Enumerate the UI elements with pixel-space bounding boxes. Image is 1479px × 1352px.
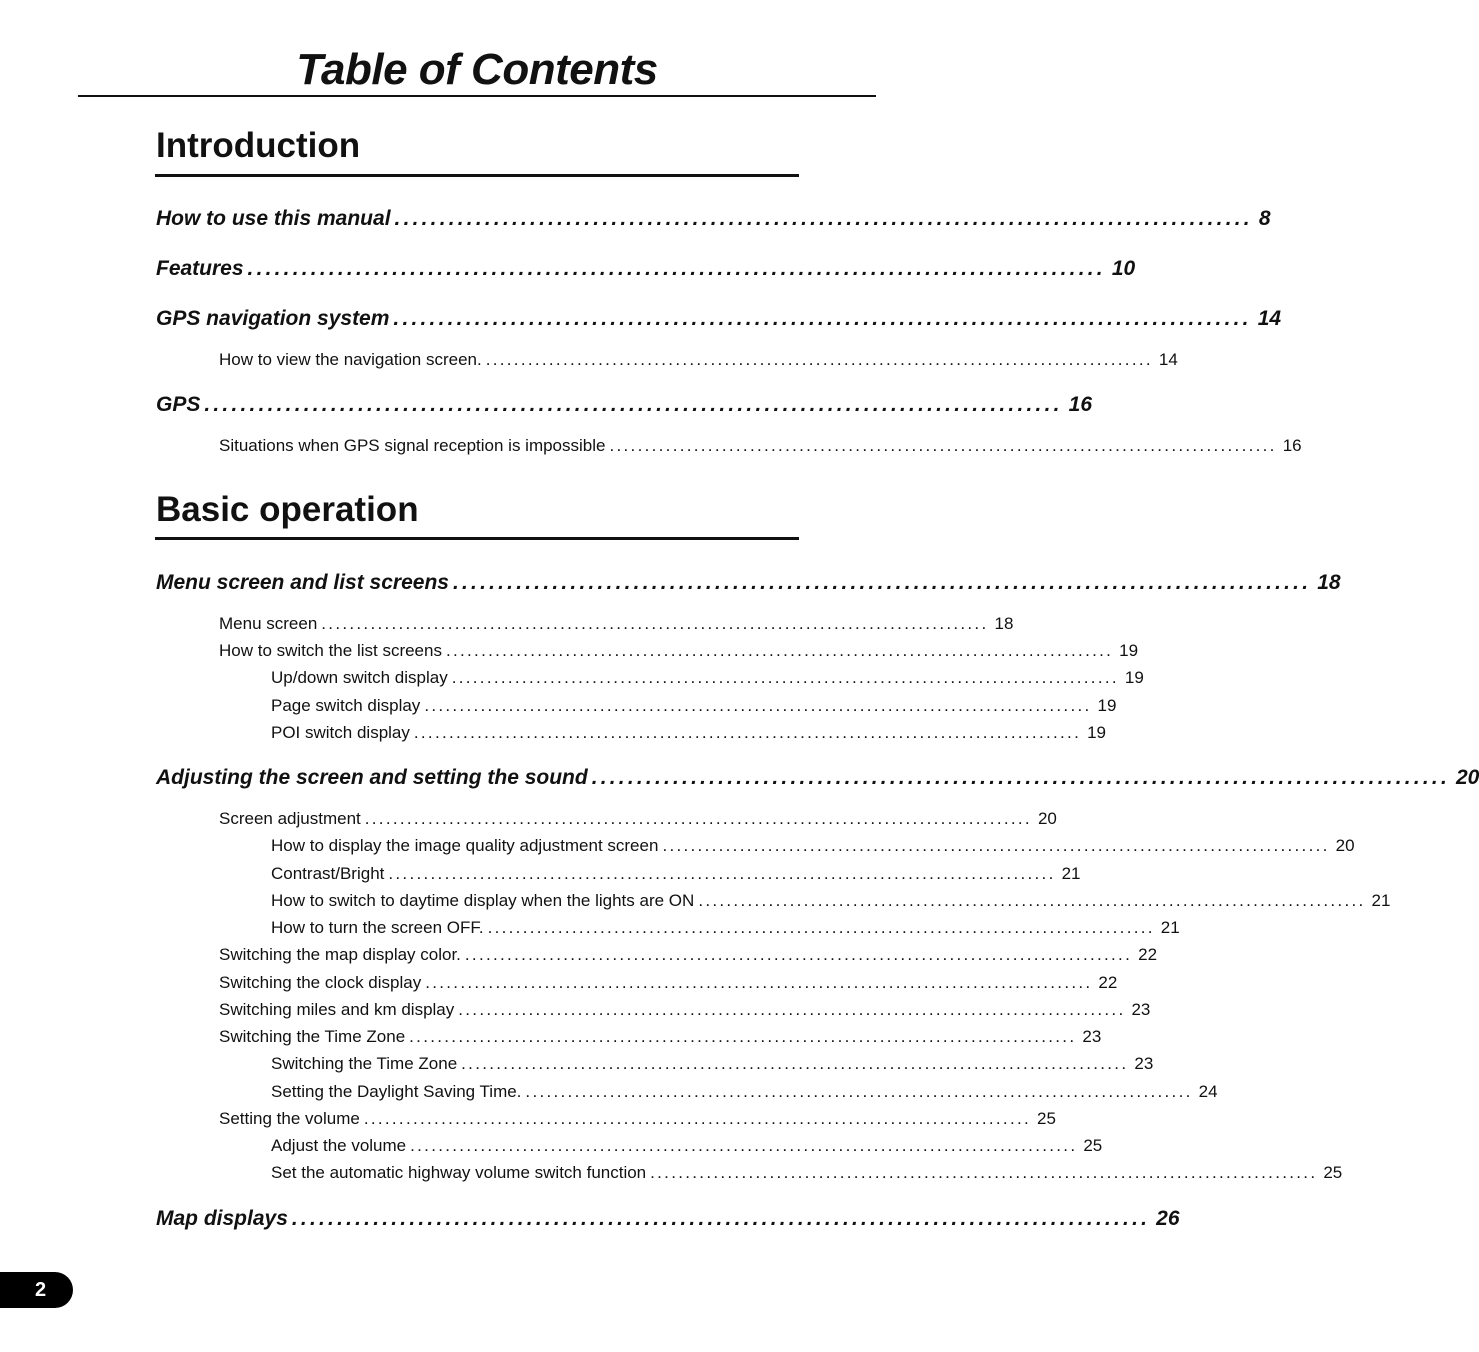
- toc-entry-title: Menu screen: [219, 614, 318, 633]
- toc-entry-page: 20: [1335, 836, 1355, 855]
- toc-subsubentry[interactable]: [271, 891, 1391, 911]
- toc-entry-title: Switching the clock display: [219, 973, 422, 992]
- page-title: Table of Contents: [296, 45, 658, 94]
- toc-entry-page: 23: [1131, 1000, 1151, 1019]
- toc-entry-page: 19: [1097, 696, 1117, 715]
- dot-leader: ...............................................................................................: [698, 891, 1366, 910]
- toc-entry-page: 16: [1282, 436, 1302, 455]
- toc-entry[interactable]: [156, 207, 1271, 231]
- toc-subsubentry[interactable]: [271, 1136, 1103, 1156]
- section-heading-basic-operation: Basic operation: [156, 490, 419, 529]
- dot-leader: ...............................................................................................: [424, 696, 1092, 715]
- toc-entry-title: How to use this manual: [156, 207, 391, 230]
- dot-leader: ...............................................................................................: [321, 614, 989, 633]
- toc-entry-title: How to switch to daytime display when the lights are ON: [271, 891, 695, 910]
- toc-entry-title: How to display the image quality adjustment screen: [271, 836, 659, 855]
- dot-leader: ...............................................................................................: [410, 1136, 1078, 1155]
- toc-subentry[interactable]: [219, 973, 1118, 993]
- toc-entry-page: 25: [1083, 1136, 1103, 1155]
- toc-entry-page: 19: [1124, 668, 1144, 687]
- dot-leader: ...............................................................................................: [461, 1054, 1129, 1073]
- dot-leader: ...............................................................................................: [247, 257, 1106, 280]
- toc-entry-page: 22: [1138, 945, 1158, 964]
- toc-subentry[interactable]: [219, 350, 1178, 370]
- toc-subsubentry[interactable]: [271, 723, 1107, 743]
- toc-entry-page: 21: [1061, 864, 1081, 883]
- dot-leader: ...............................................................................................: [452, 571, 1312, 594]
- toc-entry-page: 18: [994, 614, 1014, 633]
- toc-entry[interactable]: [156, 257, 1136, 281]
- toc-entry-title: Menu screen and list screens: [156, 571, 449, 594]
- dot-leader: ...............................................................................................: [291, 1207, 1151, 1230]
- dot-leader: ...............................................................................................: [487, 918, 1155, 937]
- toc-subentry[interactable]: [219, 641, 1139, 661]
- toc-entry-title: How to view the navigation screen.: [219, 350, 482, 369]
- toc-entry-page: 25: [1037, 1109, 1056, 1128]
- toc-entry-page: 16: [1068, 393, 1092, 416]
- toc-entry-page: 23: [1134, 1054, 1154, 1073]
- dot-leader: ...............................................................................................: [525, 1082, 1193, 1101]
- toc-entry[interactable]: [156, 571, 1341, 595]
- toc-entry-page: 19: [1119, 641, 1139, 660]
- dot-leader: ...............................................................................................: [445, 641, 1114, 660]
- toc-subsubentry[interactable]: [271, 1082, 1218, 1102]
- dot-leader: ...............................................................................................: [413, 723, 1082, 742]
- dot-leader: ...............................................................................................: [393, 307, 1252, 330]
- toc-entry-title: Setting the Daylight Saving Time.: [271, 1082, 522, 1101]
- toc-subentry[interactable]: [219, 1109, 1056, 1129]
- toc-entry-title: Contrast/Bright: [271, 864, 385, 883]
- toc-entry-page: 20: [1037, 809, 1057, 828]
- toc-entry-title: How to switch the list screens: [219, 641, 442, 660]
- toc-entry-title: GPS: [156, 393, 201, 416]
- toc-subsubentry[interactable]: [271, 1163, 1343, 1183]
- dot-leader: ...............................................................................................: [458, 1000, 1126, 1019]
- toc-subsubentry[interactable]: [271, 864, 1081, 884]
- toc-entry-title: POI switch display: [271, 723, 410, 742]
- toc-entry[interactable]: [156, 1207, 1180, 1231]
- dot-leader: ...............................................................................................: [363, 1109, 1032, 1128]
- toc-entry-title: Features: [156, 257, 244, 280]
- dot-leader: ...............................................................................................: [364, 809, 1032, 828]
- toc-entry-page: 25: [1323, 1163, 1343, 1182]
- toc-entry-page: 21: [1160, 918, 1180, 937]
- toc-subentry[interactable]: [219, 1027, 1102, 1047]
- dot-leader: ...............................................................................................: [650, 1163, 1318, 1182]
- toc-entry-page: 24: [1198, 1082, 1218, 1101]
- dot-leader: ...............................................................................................: [662, 836, 1330, 855]
- toc-entry-title: Switching miles and km display: [219, 1000, 455, 1019]
- dot-leader: ...............................................................................................: [204, 393, 1063, 416]
- dot-leader: ...............................................................................................: [451, 668, 1119, 687]
- toc-subentry[interactable]: [219, 1000, 1151, 1020]
- dot-leader: ...............................................................................................: [394, 207, 1253, 230]
- toc-entry-title: Switching the Time Zone: [219, 1027, 406, 1046]
- toc-subentry[interactable]: [219, 945, 1158, 965]
- toc-entry-title: Situations when GPS signal reception is impossible: [219, 436, 606, 455]
- toc-entry-title: Setting the volume: [219, 1109, 360, 1128]
- toc-entry[interactable]: [156, 766, 1479, 790]
- toc-entry-page: 10: [1111, 257, 1136, 280]
- toc-entry-page: 23: [1082, 1027, 1102, 1046]
- dot-leader: ...............................................................................................: [425, 973, 1093, 992]
- toc-entry-title: Up/down switch display: [271, 668, 448, 687]
- toc-subsubentry[interactable]: [271, 836, 1355, 856]
- toc-entry-title: Screen adjustment: [219, 809, 361, 828]
- section-rule: [155, 174, 799, 177]
- toc-subsubentry[interactable]: [271, 668, 1144, 688]
- toc-subentry[interactable]: [219, 809, 1057, 829]
- toc-entry-title: Switching the Time Zone: [271, 1054, 458, 1073]
- toc-entry-page: 14: [1257, 307, 1282, 330]
- toc-entry-title: Adjusting the screen and setting the sound: [156, 766, 588, 789]
- dot-leader: ...............................................................................................: [409, 1027, 1077, 1046]
- toc-entry-title: Map displays: [156, 1207, 288, 1230]
- section-rule: [155, 537, 799, 540]
- dot-leader: ...............................................................................................: [609, 436, 1277, 455]
- dot-leader: ...............................................................................................: [485, 350, 1153, 369]
- toc-entry-title: How to turn the screen OFF.: [271, 918, 484, 937]
- dot-leader: ...............................................................................................: [464, 945, 1133, 964]
- dot-leader: ...............................................................................................: [388, 864, 1056, 883]
- toc-subsubentry[interactable]: [271, 696, 1117, 716]
- toc-entry[interactable]: [156, 307, 1282, 331]
- dot-leader: ...............................................................................................: [591, 766, 1450, 789]
- toc-entry-title: Page switch display: [271, 696, 421, 715]
- toc-entry-page: 14: [1158, 350, 1178, 369]
- title-rule: [78, 95, 876, 97]
- toc-subsubentry[interactable]: [271, 1054, 1154, 1074]
- page-number: 2: [34, 1278, 47, 1301]
- toc-subentry[interactable]: [219, 614, 1014, 634]
- toc-entry-title: Set the automatic highway volume switch function: [271, 1163, 647, 1182]
- toc-entry-title: Adjust the volume: [271, 1136, 407, 1155]
- page-number-badge: [0, 1272, 73, 1308]
- toc-subentry[interactable]: [219, 436, 1302, 456]
- toc-entry-title: Switching the map display color.: [219, 945, 461, 964]
- toc-entry-page: 19: [1087, 723, 1107, 742]
- toc-entry-page: 8: [1258, 207, 1271, 230]
- toc-subsubentry[interactable]: [271, 918, 1180, 938]
- toc-entry[interactable]: [156, 393, 1092, 417]
- toc-entry-page: 21: [1371, 891, 1391, 910]
- toc-entry-title: GPS navigation system: [156, 307, 390, 330]
- toc-entry-page: 20: [1455, 766, 1479, 789]
- toc-entry-page: 22: [1098, 973, 1118, 992]
- section-heading-introduction: Introduction: [156, 126, 361, 165]
- toc-entry-page: 18: [1317, 571, 1341, 594]
- toc-entry-page: 26: [1156, 1207, 1180, 1230]
